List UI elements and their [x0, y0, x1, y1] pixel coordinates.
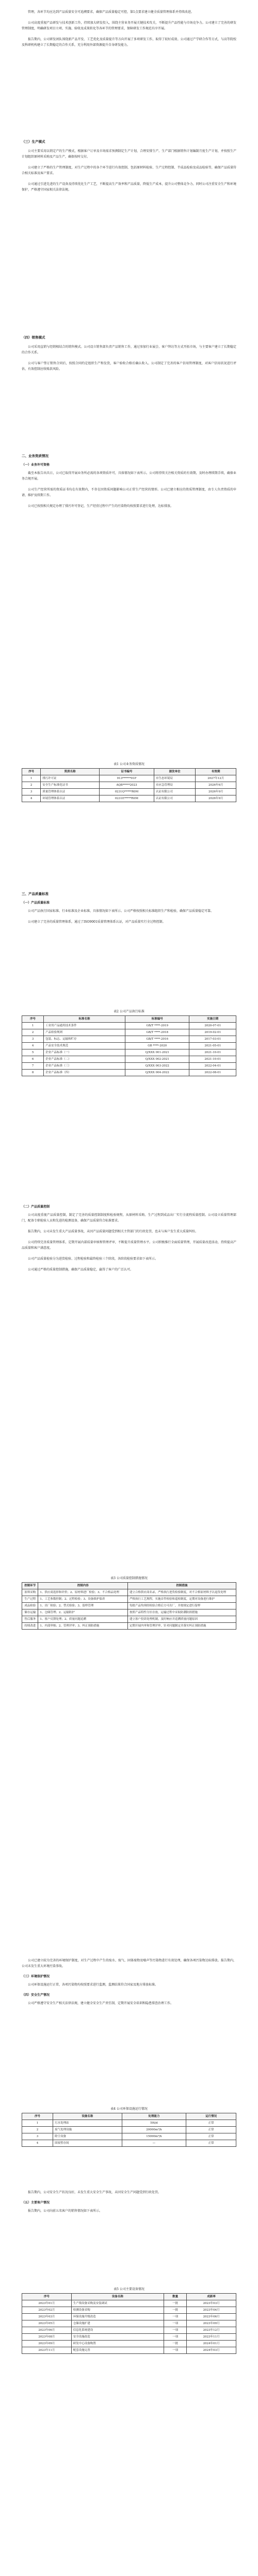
- table-cell: 5: [22, 1049, 44, 1056]
- table-caption: 表2 公司产品执行标准: [114, 1010, 144, 1013]
- table-cell: 储存运输: [22, 1609, 38, 1616]
- table-row: [22, 1029, 236, 1036]
- table-cell: 2: [22, 1029, 44, 1036]
- table-cell: 包装、标志、运输和贮存: [44, 1036, 125, 1043]
- table-cell: 正常: [186, 2120, 236, 2127]
- table-cell: 正常: [186, 2127, 236, 2133]
- paragraph: 报告期内，公司安全生产状况良好，未发生重大安全生产事故，未因安全生产问题受到行政处罚。: [28, 2191, 162, 2194]
- table-cell: 环保设施升级改造: [71, 2314, 164, 2320]
- table-cell: 环境管理体系认证: [41, 795, 100, 802]
- table-cell: 2017-03-01: [189, 1036, 236, 1043]
- table-cell: 1: [22, 775, 41, 782]
- table-caption: 表5 公司主要设备情况: [114, 2287, 144, 2291]
- table-header-cell: 运行情况: [186, 2113, 236, 2120]
- table-cell: 1、出厂检验；2、型式检验；3、留样管理: [38, 1603, 128, 1609]
- table-cell: 仓储设施扩建: [71, 2320, 164, 2327]
- table-row: [22, 789, 236, 795]
- table-cell: 原料采购: [22, 1589, 38, 1596]
- table-cell: 15000m³/h: [122, 2133, 186, 2140]
- quality-control-table: [22, 1582, 236, 1630]
- table-cell: 1、内部审核；2、管理评审；3、纠正预防措施: [38, 1623, 128, 1630]
- table-row: [22, 1056, 236, 1063]
- paragraph: 公司建立了严格的生产管理制度，对生产过程中的各个环节进行有效控制，包括原材料检验、生产过程控制、半成品检验及成品检验等，确保产品质量符合相关标准及客户要求。: [22, 166, 236, 175]
- table-cell: 2023年11月: [22, 2347, 72, 2354]
- table-cell: 2023年06月: [22, 2327, 72, 2334]
- table-cell: 2026年9月: [196, 789, 236, 795]
- table-cell: 6: [22, 1056, 44, 1063]
- subsection-heading: （三）环境保护情况: [22, 1975, 50, 1978]
- table-cell: 企业产品标准（四）: [44, 1070, 125, 1076]
- table-cell: GB/T ****-2016: [125, 1036, 189, 1043]
- table-row: [22, 2341, 236, 2347]
- table-cell: 2026年6月: [196, 782, 236, 789]
- table-cell: 严格执行工艺规程，实施首件检验和巡检制度，定期对设备进行维护: [128, 1596, 236, 1603]
- table-cell: 2019-02-01: [189, 1029, 236, 1036]
- table-cell: 一项: [164, 2320, 187, 2327]
- table-cell: 一批: [164, 2300, 187, 2307]
- table-row: [22, 2307, 236, 2314]
- table-cell: 4: [22, 2140, 53, 2147]
- table-cell: 固废暂存间: [53, 2140, 122, 2147]
- table-cell: 废气处理设施: [53, 2127, 122, 2133]
- table-cell: 认证有限公司: [154, 789, 196, 795]
- table-cell: 2023年12月: [187, 2327, 236, 2334]
- paragraph: 报告期内，公司研发团队围绕新产品开发、工艺优化及质量提升等方向开展了多项研发工作，取得了较好成效。公司通过产学研合作等方式，与高等院校及科研机构建立了长期稳定的合作关系，充分利用外部资源提升自身研发能力。: [22, 38, 236, 47]
- table-header-cell: 资质名称: [41, 769, 100, 775]
- table-cell: 2022-08-01: [189, 1070, 236, 1076]
- table-caption: 表1 公司业务资质情况: [114, 762, 144, 766]
- table-cell: 1: [22, 2120, 53, 2127]
- table-header-cell: 成新率: [187, 2294, 236, 2300]
- table-header-cell: 实施日期: [189, 1016, 236, 1023]
- table-row: [22, 1589, 236, 1596]
- standards-table: [22, 1015, 236, 1076]
- table-cell: 检测设备采购: [71, 2307, 164, 2314]
- table-cell: 2023年03月: [187, 2300, 236, 2307]
- table-cell: 成品检验: [22, 1603, 38, 1609]
- section-quality-standards: [22, 886, 236, 930]
- table-cell: 1、仓储管理；2、运输防护: [38, 1609, 128, 1616]
- table-header-cell: 设备名称: [71, 2294, 164, 2300]
- table3-block: [22, 1571, 236, 1635]
- table-header-cell: 序号: [22, 1016, 44, 1023]
- paragraph: 公司产品质量检验分为进货检验、过程检验和最终检验三个阶段，各阶段检验要求如下表所示。: [28, 1257, 158, 1261]
- section-heading: （三）生产模式: [22, 140, 45, 144]
- table-caption: 表4 公司环保设施运行情况: [110, 2107, 148, 2111]
- table-cell: 913******01P: [100, 775, 154, 782]
- table-cell: 建立合格供应商名录，严格执行进货检验制度，对不合格原材料予以退货处理: [128, 1589, 236, 1596]
- paragraph: 公司严格遵守安全生产相关法律法规，建立健全安全生产责任制，定期开展安全培训和隐患排查治理工作。: [28, 2002, 174, 2005]
- table5-block: [22, 2282, 236, 2359]
- table-cell: 售后服务: [22, 1616, 38, 1623]
- table-cell: 市生态环境局: [154, 775, 196, 782]
- table-header-cell: 序号: [22, 769, 41, 775]
- section-customers: [22, 2190, 236, 2219]
- table-header-cell: 标准编号: [125, 1016, 189, 1023]
- table-cell: 2021-10-01: [189, 1056, 236, 1063]
- paragraph: 公司高度重视产品研发与技术创新工作，持续加大研发投入，围绕主营业务开展关键技术攻关，不断提升产品性能与市场竞争力。公司建立了完善的研发管理制度，明确研发项目立项、实施、验收及成果转化等各环节的管理要求，保障研发工作规范有序开展。: [22, 21, 236, 30]
- table-row: [22, 2320, 236, 2327]
- table-cell: 4: [22, 1043, 44, 1049]
- table-cell: 生产线设备采购及安装调试: [71, 2300, 164, 2307]
- subsection-heading: （五）主要客户情况: [22, 2201, 50, 2205]
- table-cell: 4: [22, 795, 41, 802]
- table4-block: [22, 2102, 236, 2152]
- table-row: [22, 2300, 236, 2307]
- table-cell: 配套设施完善: [71, 2347, 164, 2354]
- table-cell: 除尘设备: [53, 2133, 122, 2140]
- section-sales: [22, 330, 236, 377]
- table-row: [22, 2334, 236, 2341]
- table-header-cell: 颁发单位: [154, 769, 196, 775]
- table-cell: 工业用产品通用技术条件: [44, 1023, 125, 1029]
- table-cell: 企业产品标准（二）: [44, 1056, 125, 1063]
- table-row: [22, 2140, 236, 2147]
- table-cell: Q/XXX 001-2021: [125, 1049, 189, 1056]
- table-row: [22, 782, 236, 789]
- table-row: [22, 1043, 236, 1049]
- section-qualification: [22, 448, 236, 514]
- table-cell: 生产过程: [22, 1596, 38, 1603]
- paragraph: 公司与客户签订销售合同后，按照合同约定组织生产和发货，客户验收合格后确认收入。公司制定了完善的客户信用管理制度，对客户信用状况进行评估，有效控制应收账款风险。: [22, 362, 236, 371]
- section-heading: 二、业务资质情况: [22, 454, 49, 458]
- table-cell: 2: [22, 782, 41, 789]
- paragraph: 公司主要采用以销定产的生产模式，根据客户订单及市场需求预测制定生产计划，合理安排生产。生产部门根据销售计划编制月度生产计划，并按照生产计划组织原材料采购及产品生产，确保按时交付。: [22, 149, 236, 159]
- table-row: [22, 1063, 236, 1070]
- table-row: [22, 2327, 236, 2334]
- paragraph: 管理，各环节均应达到产品质量安全可追溯要求，确保产品质量稳定可控，第1点要求建立健全质量管理体系并持续改进。: [28, 10, 194, 14]
- paragraph: 公司生产经营所需的资质证书均在有效期内，不存在因资质问题影响公司正常生产经营的情形。公司已建立相应的资质管理制度，由专人负责资质的申请、维护及续期工作。: [22, 488, 236, 497]
- paragraph: 报告期内，公司未发生重大产品质量事故，未因产品质量问题受到相关主管部门的行政处罚，也未与客户发生重大质量纠纷。: [28, 1230, 199, 1233]
- table-cell: 1: [22, 1023, 44, 1029]
- table-cell: GB/T ****-2018: [125, 1029, 189, 1036]
- table-cell: 一批: [164, 2307, 187, 2314]
- paragraph: 报告期内，公司向前五名客户的销售情况如下表所示。: [28, 2209, 103, 2213]
- table-row: [22, 1049, 236, 1056]
- table-cell: 持续改进: [22, 1623, 38, 1630]
- table-cell: 一批: [164, 2341, 187, 2347]
- table-cell: GB ****-2020: [125, 1043, 189, 1049]
- table-cell: 认证有限公司: [154, 795, 196, 802]
- table-cell: 污水处理站: [53, 2120, 122, 2127]
- table-cell: 2023年03月: [22, 2314, 72, 2320]
- table-header-cell: 数量: [164, 2294, 187, 2300]
- subsection-heading: （一）业务许可资格: [22, 463, 50, 467]
- table-cell: 安全设施改造: [71, 2334, 164, 2341]
- table-row: [22, 1023, 236, 1029]
- table-row: [22, 1070, 236, 1076]
- table-header-cell: 有效期: [196, 769, 236, 775]
- table-cell: 7: [22, 1063, 44, 1070]
- table-cell: 2023年09月: [22, 2341, 72, 2347]
- table-row: [22, 1596, 236, 1603]
- table-cell: 2026年9月: [196, 795, 236, 802]
- table-row: [22, 1603, 236, 1609]
- section-intro: [22, 9, 236, 53]
- table-cell: 正常: [186, 2140, 236, 2147]
- table-cell: Q/XXX 003-2022: [125, 1063, 189, 1070]
- table-cell: 质量管理体系认证: [41, 789, 100, 795]
- paragraph: 公司高度重视产品质量控制，制定了完善的质量控制制度和检验规程，从原材料采购、生产过程到成品出厂实行全流程质量控制。公司设立质量管理部门，配备专职检验人员和先进的检测设备，确保产品质量符合标准要求。: [22, 1213, 236, 1223]
- equipment-table: [22, 2293, 236, 2354]
- table-cell: 2020-07-01: [189, 1023, 236, 1029]
- table-row: [22, 1036, 236, 1043]
- subsection-heading: （一）产品质量标准: [22, 901, 50, 905]
- table-caption: 表3 公司质量控制措施情况: [110, 1577, 148, 1580]
- table-cell: 正常: [186, 2133, 236, 2140]
- table-cell: 2022-04-01: [189, 1063, 236, 1070]
- table-cell: 一项: [164, 2334, 187, 2341]
- paragraph: 公司已建立较为完善的环境保护制度，对生产过程中产生的废水、废气、固体废物及噪声等污染物进行有效处理，确保各项污染物达标排放。报告期内，公司未发生重大环境污染事故。: [22, 1959, 236, 1968]
- table2-block: [22, 1005, 236, 1081]
- table-cell: 2027年12月: [196, 775, 236, 782]
- table-row: [22, 1616, 236, 1623]
- table-cell: 研发中心设备购置: [71, 2341, 164, 2347]
- table-cell: 2023年01月: [22, 2300, 72, 2307]
- table-row: [22, 775, 236, 782]
- paragraph: 公司通过引进先进的生产设备及持续优化生产工艺，不断提高生产效率和产品质量，降低生产成本，提升公司整体竞争力。同时公司注重安全生产和环境保护，严格遵守国家相关法律法规。: [22, 182, 236, 192]
- table-row: [22, 1609, 236, 1616]
- paragraph: 公司建立了完善的质量管理体系，通过了ISO9001质量管理体系认证，对产品质量实行全过程控制。: [28, 920, 166, 924]
- section-heading: 三、产品质量标准: [22, 892, 49, 896]
- table-cell: 一项: [164, 2327, 187, 2334]
- table-cell: 2023年04月: [187, 2307, 236, 2314]
- table-cell: 2021-10-01: [189, 1049, 236, 1056]
- table-row: [22, 2120, 236, 2127]
- table-cell: 2023年06月: [187, 2314, 236, 2320]
- paragraph: 公司通过严格的质量控制措施，确保产品质量稳定，赢得了客户的广泛认可。: [28, 1268, 134, 1272]
- table-header-cell: 设施名称: [53, 2113, 122, 2120]
- table-cell: 安全生产标准化证书: [41, 782, 100, 789]
- table-cell: 市应急管理局: [154, 782, 196, 789]
- table-cell: 2023年09月: [187, 2320, 236, 2327]
- table-cell: 1、客户反馈处理；2、质量问题追溯: [38, 1616, 128, 1623]
- paragraph: 公司产品执行国家标准、行业标准及企业标准，具体情况如下表所示。公司严格按照相关标准组织生产和检验，确保产品质量稳定可靠。: [28, 909, 214, 913]
- table-cell: 20000m³/h: [122, 2127, 186, 2133]
- table-cell: 一项: [164, 2314, 187, 2320]
- table-header-cell: 序号: [22, 2113, 53, 2120]
- table-cell: 2023年11月: [187, 2334, 236, 2341]
- table-header-cell: 控制措施: [128, 1583, 236, 1589]
- table-header-cell: 标准名称: [44, 1016, 125, 1023]
- table-cell: AQB*****2023: [100, 782, 154, 789]
- paragraph: 公司已按照相关规定办理了排污许可登记，生产经营过程中产生的污染物均按照要求进行处理，达标排放。: [28, 504, 174, 508]
- table-cell: Q/XXX 002-2021: [125, 1056, 189, 1063]
- table-cell: 2023年05月: [22, 2320, 72, 2327]
- table-cell: 一项: [164, 2347, 187, 2354]
- table-cell: 企业产品标准（三）: [44, 1063, 125, 1070]
- table-cell: 每批产品均须经检验合格后方可出厂，并按规定进行留样: [128, 1603, 236, 1609]
- table-cell: 3: [22, 789, 41, 795]
- section-production: [22, 134, 236, 198]
- table-cell: 2023年08月: [22, 2334, 72, 2341]
- environment-table: [22, 2113, 236, 2147]
- table-row: [22, 2133, 236, 2140]
- table-cell: 建立客户投诉处理机制，及时响应并追溯质量问题原因: [128, 1616, 236, 1623]
- table-cell: 3: [22, 1036, 44, 1043]
- table-cell: 2024年03月: [187, 2347, 236, 2354]
- subsection-heading: （四）安全生产情况: [22, 1993, 50, 1997]
- table-row: [22, 795, 236, 802]
- table-cell: Q/XXX 004-2022: [125, 1070, 189, 1076]
- table-row: [22, 2314, 236, 2320]
- table-cell: 50t/d: [122, 2120, 186, 2127]
- paragraph: 公司持续完善质量管理体系，定期开展内部质量审核和管理评审，不断提升质量管理水平。公司积极推行全面质量管理，开展质量改进活动，持续提高产品质量和客户满意度。: [22, 1241, 236, 1250]
- table-row: [22, 2127, 236, 2133]
- table-cell: 信息化系统建设: [71, 2327, 164, 2334]
- table-cell: 2023年02月: [22, 2307, 72, 2314]
- table-cell: 1、供应商选择和评价；2、原材料进厂检验；3、不合格品处理: [38, 1589, 128, 1596]
- paragraph: 公司采用直销与经销相结合的销售模式。公司设立销售部负责产品销售工作，通过参加行业展会、客户拜访等方式开拓市场，与主要客户建立了长期稳定的合作关系。: [22, 345, 236, 354]
- section-heading: （四）销售模式: [22, 335, 45, 340]
- section-quality-control: [22, 1200, 236, 1278]
- table-cell: 企业产品标准（一）: [44, 1049, 125, 1056]
- table-cell: —: [122, 2140, 186, 2147]
- qualification-table: [22, 768, 236, 802]
- table-row: [22, 1623, 236, 1630]
- table-cell: GB/T ****-2019: [125, 1023, 189, 1029]
- section-environment: [22, 1958, 236, 2011]
- table-cell: 定期开展内审和管理评审，针对问题制定并落实纠正预防措施: [128, 1623, 236, 1630]
- paragraph: 公司环保设施运行正常，各项污染物均按照要求进行监测，监测结果符合国家及地方排放标准。: [28, 1983, 158, 1987]
- table-cell: 2021-05-01: [189, 1043, 236, 1049]
- table-cell: 8: [22, 1070, 44, 1076]
- table-header-cell: 控制内容: [38, 1583, 128, 1589]
- table-cell: 产品安全技术规范: [44, 1043, 125, 1049]
- table-header-cell: 处理能力: [122, 2113, 186, 2120]
- table-row: [22, 2347, 236, 2354]
- table-header-cell: 序号: [22, 2294, 72, 2300]
- table-cell: 按照产品特性分区存放，运输过程中采取防潮防损措施: [128, 1609, 236, 1616]
- table-cell: 2024年01月: [187, 2341, 236, 2347]
- table-cell: 产品检验规则: [44, 1029, 125, 1036]
- subsection-heading: （二）产品质量控制: [22, 1205, 50, 1209]
- paragraph: 截至本报告出具日，公司已取得开展业务所必需的各项资质许可，具体情况如下表所示。公司将持续关注相关资质的有效期，及时办理续期手续，确保业务合规开展。: [22, 471, 236, 481]
- table-cell: 0231E*****R0M: [100, 795, 154, 802]
- table1-block: [22, 757, 236, 807]
- table-cell: 3: [22, 2133, 53, 2140]
- table-cell: 排污许可证: [41, 775, 100, 782]
- table-cell: 1、工艺参数控制；2、过程检验；3、设备维护保养: [38, 1596, 128, 1603]
- table-header-cell: 控制环节: [22, 1583, 38, 1589]
- table-header-cell: 证书编号: [100, 769, 154, 775]
- table-cell: 2: [22, 2127, 53, 2133]
- table-cell: 0231Q*****R0M: [100, 789, 154, 795]
